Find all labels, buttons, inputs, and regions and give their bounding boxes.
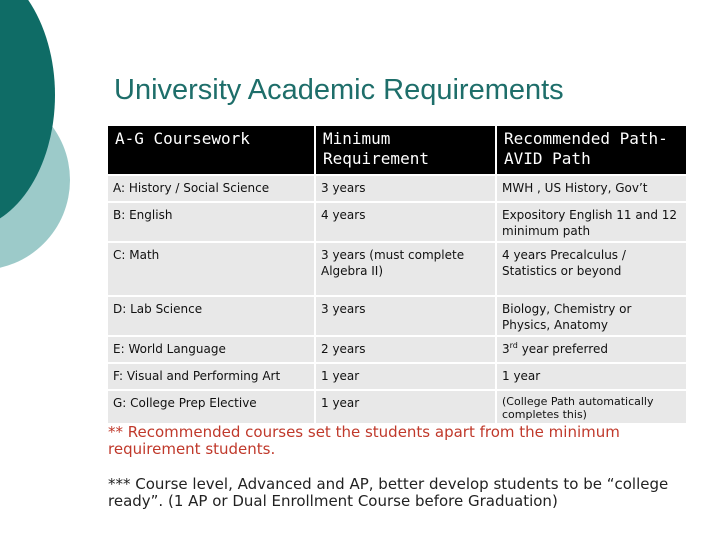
table-row	[108, 175, 686, 202]
table-row	[108, 296, 686, 336]
course-cell: A: History / Social Science	[108, 175, 315, 202]
minimum-cell: 3 years	[315, 296, 496, 336]
minimum-cell: 2 years	[315, 336, 496, 363]
recommended-cell: 4 years Precalculus / Statistics or beyond	[496, 242, 686, 296]
recommended-cell: (College Path automatically completes this)	[496, 390, 686, 423]
recommended-text: year preferred	[517, 342, 608, 356]
table-row	[108, 390, 686, 423]
table-header-row	[108, 126, 686, 175]
table-row	[108, 336, 686, 363]
minimum-cell: 1 year	[315, 363, 496, 390]
page-title: University Academic Requirements	[114, 74, 564, 106]
recommended-cell: Expository English 11 and 12 minimum path	[496, 202, 686, 242]
recommended-cell: MWH , US History, Gov’t	[496, 175, 686, 202]
table-row	[108, 363, 686, 390]
requirements-table	[108, 126, 686, 423]
note-course-level: *** Course level, Advanced and AP, better develop students to be “college ready”. (1 AP or Dual Enrollment Course before Graduation)	[108, 475, 669, 510]
recommended-cell	[496, 336, 686, 363]
minimum-cell: 4 years	[315, 202, 496, 242]
course-cell: F: Visual and Performing Art	[108, 363, 315, 390]
course-cell: G: College Prep Elective	[108, 390, 315, 423]
course-cell: D: Lab Science	[108, 296, 315, 336]
note-recommended: ** Recommended courses set the students apart from the minimum requirement students.	[108, 423, 620, 458]
header-recommended: Recommended Path- AVID Path	[496, 126, 686, 175]
minimum-cell: 3 years	[315, 175, 496, 202]
header-minimum: Minimum Requirement	[315, 126, 496, 175]
course-cell: B: English	[108, 202, 315, 242]
ordinal-suffix: rd	[509, 341, 518, 350]
course-cell: E: World Language	[108, 336, 315, 363]
minimum-cell: 3 years (must complete Algebra II)	[315, 242, 496, 296]
recommended-cell: Biology, Chemistry or Physics, Anatomy	[496, 296, 686, 336]
course-cell: C: Math	[108, 242, 315, 296]
header-coursework: A-G Coursework	[108, 126, 315, 175]
minimum-cell: 1 year	[315, 390, 496, 423]
table-row	[108, 242, 686, 296]
recommended-cell: 1 year	[496, 363, 686, 390]
table-row	[108, 202, 686, 242]
ordinal-number: 3	[502, 342, 510, 356]
